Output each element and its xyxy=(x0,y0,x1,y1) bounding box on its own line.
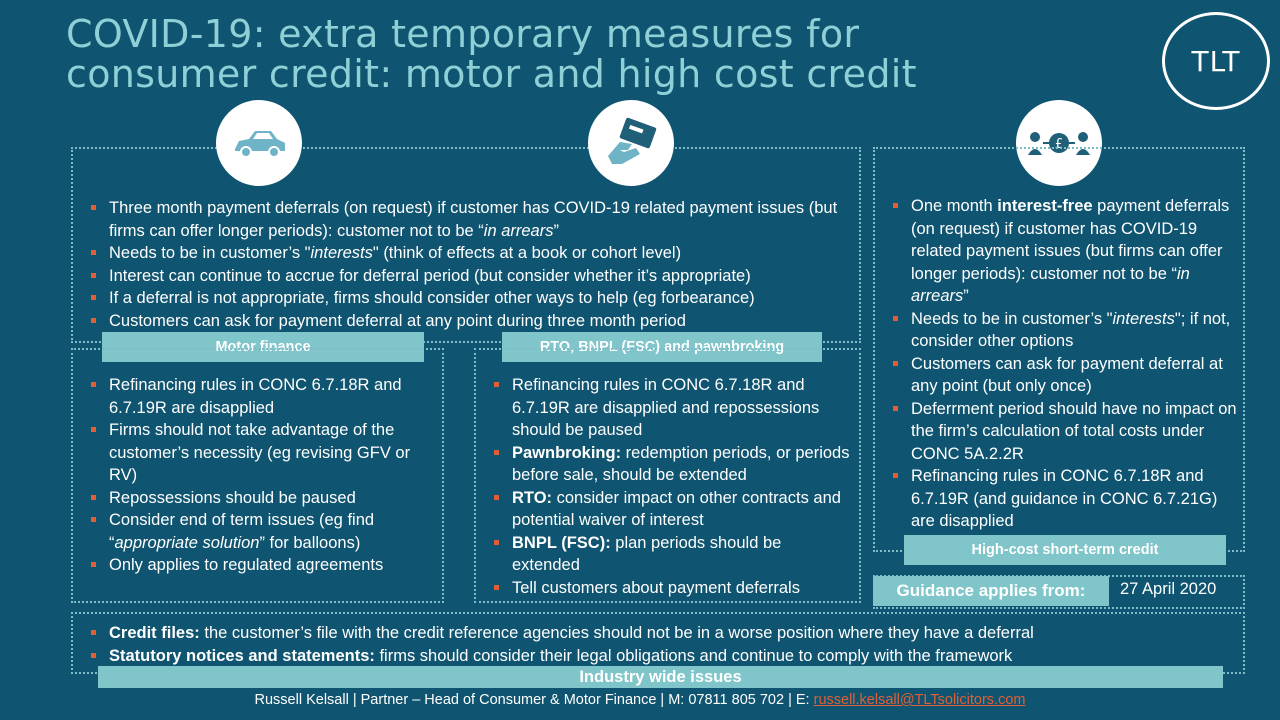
bullet-text-pre: Deferrment period should have no impact on the firm’s calculation of total costs under CONC 5A.2.2R xyxy=(911,399,1237,463)
rto-bullets xyxy=(490,374,852,599)
tlt-logo: TLT xyxy=(1162,12,1270,110)
bullet-text-pre: Tell customers about payment deferrals xyxy=(512,578,800,597)
bullet-text-pre2: payment deferrals (on request) if customer has COVID-19 related payment issues (but firms can offer longer periods): customer not to be “ xyxy=(911,197,1230,283)
title-line-1: COVID-19: extra temporary measures for xyxy=(66,12,860,56)
hcstc-label: High-cost short-term credit xyxy=(904,535,1226,565)
bullet-text-em: in arrears xyxy=(911,264,1190,305)
bullet-item xyxy=(87,374,437,419)
bullet-text-em: interests xyxy=(1112,309,1175,328)
footer xyxy=(0,692,1280,708)
bullet-text-pre: Needs to be in customer’s " xyxy=(911,309,1113,328)
industry-panel xyxy=(71,612,1245,674)
bullet-item xyxy=(889,465,1239,533)
bullet-item xyxy=(87,242,847,265)
shared-panel xyxy=(71,147,861,343)
bullet-item xyxy=(889,353,1239,398)
bullet-text-em: in arrears xyxy=(483,221,554,240)
bullet-text-strong: Pawnbroking: xyxy=(512,443,622,462)
bullet-text-pre: the customer’s file with the credit reference agencies should not be in a worse position where they have a deferral xyxy=(199,624,1034,642)
bullet-text-pre: Customers can ask for payment deferral at any point during three month period xyxy=(109,311,686,330)
bullet-text-pre: Refinancing rules in CONC 6.7.18R and 6.7.19R (and guidance in CONC 6.7.21G) are disapplied xyxy=(911,467,1218,530)
bullet-text-pre: If a deferral is not appropriate, firms should consider other ways to help (eg forbearance) xyxy=(109,289,755,307)
bullet-text-em: interests xyxy=(310,244,373,262)
bullet-text-pre: Only applies to regulated agreements xyxy=(109,556,384,574)
car-icon xyxy=(216,100,302,186)
bullet-item xyxy=(87,487,437,510)
shared-bullets xyxy=(87,197,847,332)
bullet-item xyxy=(87,287,847,310)
bullet-text-pre: firms should consider their legal obligations and continue to comply with the framework xyxy=(374,646,1013,665)
svg-text:£: £ xyxy=(1054,137,1064,152)
rto-panel xyxy=(474,348,861,603)
bullet-text-post: ” xyxy=(963,287,969,305)
bullet-text-pre: redemption periods, or periods before sale, should be extended xyxy=(512,443,850,484)
bullet-item xyxy=(87,197,847,242)
bullet-text-pre: Customers can ask for payment deferral at any point (but only once) xyxy=(911,354,1223,395)
bullet-text-post: "; if not, consider other options xyxy=(911,309,1231,350)
card-in-hand-icon xyxy=(588,100,674,186)
bullet-text-pre: Repossessions should be paused xyxy=(109,488,356,507)
bullet-text-strong: interest-free xyxy=(997,197,1093,215)
bullet-text-pre: Needs to be in customer’s " xyxy=(109,244,311,262)
footer-email-link[interactable]: russell.kelsall@TLTsolicitors.com xyxy=(813,692,1026,708)
bullet-text-strong: Statutory notices and statements: xyxy=(109,646,375,665)
bullet-text-pre: Three month payment deferrals (on request) if customer has COVID-19 related payment issues (but firms can offer longer periods): customer not to be “ xyxy=(109,199,838,240)
bullet-text-post: ” xyxy=(553,221,559,240)
bullet-text-pre: Interest can continue to accrue for deferral period (but consider whether it’s appropriate) xyxy=(109,266,751,285)
guidance-label: Guidance applies from: xyxy=(873,576,1109,606)
bullet-text-post: ” for balloons) xyxy=(259,533,361,552)
bullet-text-pre: consider impact on other contracts and potential waiver of interest xyxy=(512,488,841,529)
motor-finance-panel xyxy=(71,348,444,603)
bullet-text-post: " (think of effects at a book or cohort level) xyxy=(372,244,682,262)
guidance-date: 27 April 2020 xyxy=(1120,580,1217,598)
bullet-text-pre: Consider end of term issues (eg find “ xyxy=(109,511,375,552)
hcstc-panel xyxy=(873,147,1245,552)
bullet-item xyxy=(87,310,847,333)
bullet-text-strong: Credit files: xyxy=(109,624,200,642)
hcstc-bullets xyxy=(889,195,1239,533)
bullet-item xyxy=(889,398,1239,466)
bullet-item xyxy=(490,532,852,577)
bullet-item xyxy=(889,195,1239,308)
bullet-item xyxy=(87,509,437,554)
bullet-item xyxy=(87,622,1237,645)
bullet-item xyxy=(490,442,852,487)
motor-finance-bullets xyxy=(87,374,437,577)
bullet-item xyxy=(87,554,437,577)
rto-label: RTO, BNPL (FSC) and pawnbroking xyxy=(502,332,822,362)
bullet-text-pre: One month xyxy=(911,197,998,215)
motor-finance-label: Motor finance xyxy=(102,332,424,362)
bullet-text-pre: Firms should not take advantage of the customer’s necessity (eg revising GFV or RV) xyxy=(109,421,411,484)
bullet-text-strong: BNPL (FSC): xyxy=(512,533,611,552)
bullet-item xyxy=(490,374,852,442)
bullet-item xyxy=(87,645,1237,668)
industry-label: Industry wide issues xyxy=(98,666,1223,688)
page-title xyxy=(66,14,1126,94)
title-line-2: consumer credit: motor and high cost credit xyxy=(66,52,917,96)
industry-bullets xyxy=(87,622,1237,667)
bullet-item xyxy=(490,487,852,532)
bullet-item xyxy=(87,419,437,487)
bullet-item xyxy=(87,265,847,288)
footer-contact: Russell Kelsall | Partner – Head of Consumer & Motor Finance | M: 07811 805 702 | E: xyxy=(254,692,814,708)
bullet-text-pre: plan periods should be extended xyxy=(512,533,782,574)
bullet-text-strong: RTO: xyxy=(512,488,553,507)
bullet-item xyxy=(889,308,1239,353)
bullet-text-pre: Refinancing rules in CONC 6.7.18R and 6.7.19R are disapplied and repossessions should be paused xyxy=(512,376,820,439)
bullet-item xyxy=(490,577,852,600)
bullet-text-em: appropriate solution xyxy=(114,533,260,552)
bullet-text-pre: Refinancing rules in CONC 6.7.18R and 6.7.19R are disapplied xyxy=(109,376,402,417)
